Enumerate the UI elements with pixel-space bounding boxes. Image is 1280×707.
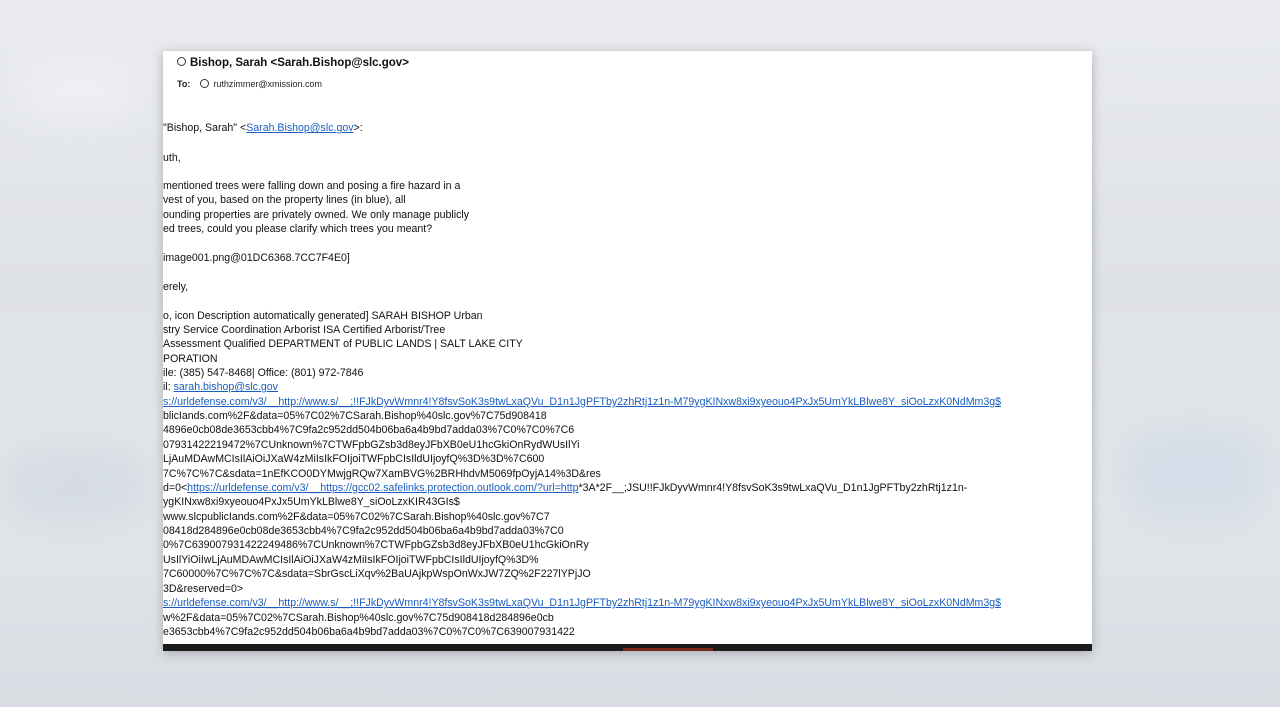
image-reference: image001.png@01DC6368.7CC7F4E0]: [163, 252, 350, 264]
url-text-line: 0%7C639007931422249486%7CUnknown%7CTWFpbGZsb3d8eyJFbXB0eU1hcGkiOnRy: [163, 539, 589, 551]
url-text-line: 4896e0cb08de3653cbb4%7C9fa2c952dd504b06ba6a4b9bd7adda03%7C0%7C0%7C6: [163, 424, 575, 436]
url-link[interactable]: s://urldefense.com/v3/__http://www.s/__;!!FJkDyvWmnr4!Y8fsvSoK3s9twLxaQVu_D1n1JgPFTby2zhRtj1z1n-M79ygKINxw8xi9xyeouo4PxJx5UmYkLBlwe8Y_siOoLzxK0NdMm3g$: [163, 396, 1002, 408]
greeting: uth,: [163, 152, 181, 164]
email-document: [163, 51, 1092, 651]
url-text-line: 08418d284896e0cb08de3653cbb4%7C9fa2c952dd504b06ba6a4b9bd7adda03%7C0: [163, 525, 564, 537]
safelinks-link[interactable]: https://urldefense.com/v3/__https://gcc02.safelinks.protection.outlook.com/?url=http: [187, 482, 579, 494]
message-line: vest of you, based on the property lines (in blue), all: [163, 194, 406, 206]
signature-line: stry Service Coordination Arborist ISA Certified Arborist/Tree: [163, 324, 446, 336]
phone-line: ile: (385) 547-8468| Office: (801) 972-7846: [163, 367, 364, 379]
signature-line: PORATION: [163, 353, 218, 365]
url-text-line: 7C%7C%7C&sdata=1nEfKCO0DYMwjgRQw7XamBVG%2BRHhdvM5069fpOyjA14%3D&res: [163, 468, 601, 480]
url-text-line: ygKINxw8xi9xyeouo4PxJx5UmYkLBlwe8Y_siOoLzxKIR43GIs$: [163, 496, 460, 508]
message-line: mentioned trees were falling down and posing a fire hazard in a: [163, 180, 461, 192]
message-line: ed trees, could you please clarify which trees you meant?: [163, 223, 433, 235]
signature-line: Assessment Qualified DEPARTMENT of PUBLIC LANDS | SALT LAKE CITY: [163, 338, 523, 350]
signature-email-link[interactable]: sarah.bishop@slc.gov: [173, 381, 278, 393]
contact-circle-icon: [177, 57, 186, 66]
sender-header: Bishop, Sarah <Sarah.Bishop@slc.gov>: [177, 57, 409, 69]
url-text-line: 7C60000%7C%7C%7C&sdata=SbrGscLiXqv%2BaUAjkpWspOnWxJW7ZQ%2F227lYPjJO: [163, 568, 591, 580]
quoted-sender-line: "Bishop, Sarah" <Sarah.Bishop@slc.gov>:: [163, 122, 363, 134]
quoted-sender-link[interactable]: Sarah.Bishop@slc.gov: [246, 122, 354, 134]
url-text-line: 3D&reserved=0>: [163, 583, 244, 595]
url-mixed-line: d=0<https://urldefense.com/v3/__https://gcc02.safelinks.protection.outlook.com/?url=http*3A*2F__;JSU!!FJkDyvWmnr4!Y8fsvSoK3s9twLxaQVu_D1n1JgPFTby2zhRtj1z1n-: [163, 482, 968, 494]
background-blur: [20, 60, 140, 120]
bottom-accent: [623, 648, 713, 651]
to-label: To:: [177, 79, 191, 89]
url-text-line: www.slcpublicIands.com%2F&data=05%7C02%7CSarah.Bishop%40slc.gov%7C7: [163, 511, 550, 523]
recipient-header: [177, 79, 322, 89]
contact-circle-icon: [200, 79, 209, 88]
url-text-line: UsIlYiOiIwLjAuMDAwMCIsIlAiOiJXaW4zMiIsIkFOIjoiTWFpbCIsIldUIjoyfQ%3D%: [163, 554, 539, 566]
background-blur: [1120, 430, 1270, 520]
background-blur: [0, 450, 150, 520]
url-link[interactable]: s://urldefense.com/v3/__http://www.s/__;!!FJkDyvWmnr4!Y8fsvSoK3s9twLxaQVu_D1n1JgPFTby2zhRtj1z1n-M79ygKINxw8xi9xyeouo4PxJx5UmYkLBlwe8Y_siOoLzxK0NdMm3g$: [163, 597, 1002, 609]
url-text-line: w%2F&data=05%7C02%7CSarah.Bishop%40slc.gov%7C75d908418d284896e0cb: [163, 612, 554, 624]
message-line: ounding properties are privately owned. We only manage publicly: [163, 209, 470, 221]
url-text-line: 07931422219472%7CUnknown%7CTWFpbGZsb3d8eyJFbXB0eU1hcGkiOnRydWUsIlYi: [163, 439, 580, 451]
url-text-line: e3653cbb4%7C9fa2c952dd504b06ba6a4b9bd7adda03%7C0%7C0%7C639007931422: [163, 626, 575, 638]
signature-line: o, icon Description automatically generated] SARAH BISHOP Urban: [163, 310, 483, 322]
email-line: il: sarah.bishop@slc.gov: [163, 381, 278, 393]
url-text-line: LjAuMDAwMCIsIlAiOiJXaW4zMiIsIkFOIjoiTWFpbCIsIldUIjoyfQ%3D%3D%7C600: [163, 453, 545, 465]
url-text-line: blicIands.com%2F&data=05%7C02%7CSarah.Bishop%40slc.gov%7C75d908418: [163, 410, 547, 422]
recipient-address[interactable]: ruthzimmer@xmission.com: [213, 79, 322, 89]
closing: erely,: [163, 281, 189, 293]
